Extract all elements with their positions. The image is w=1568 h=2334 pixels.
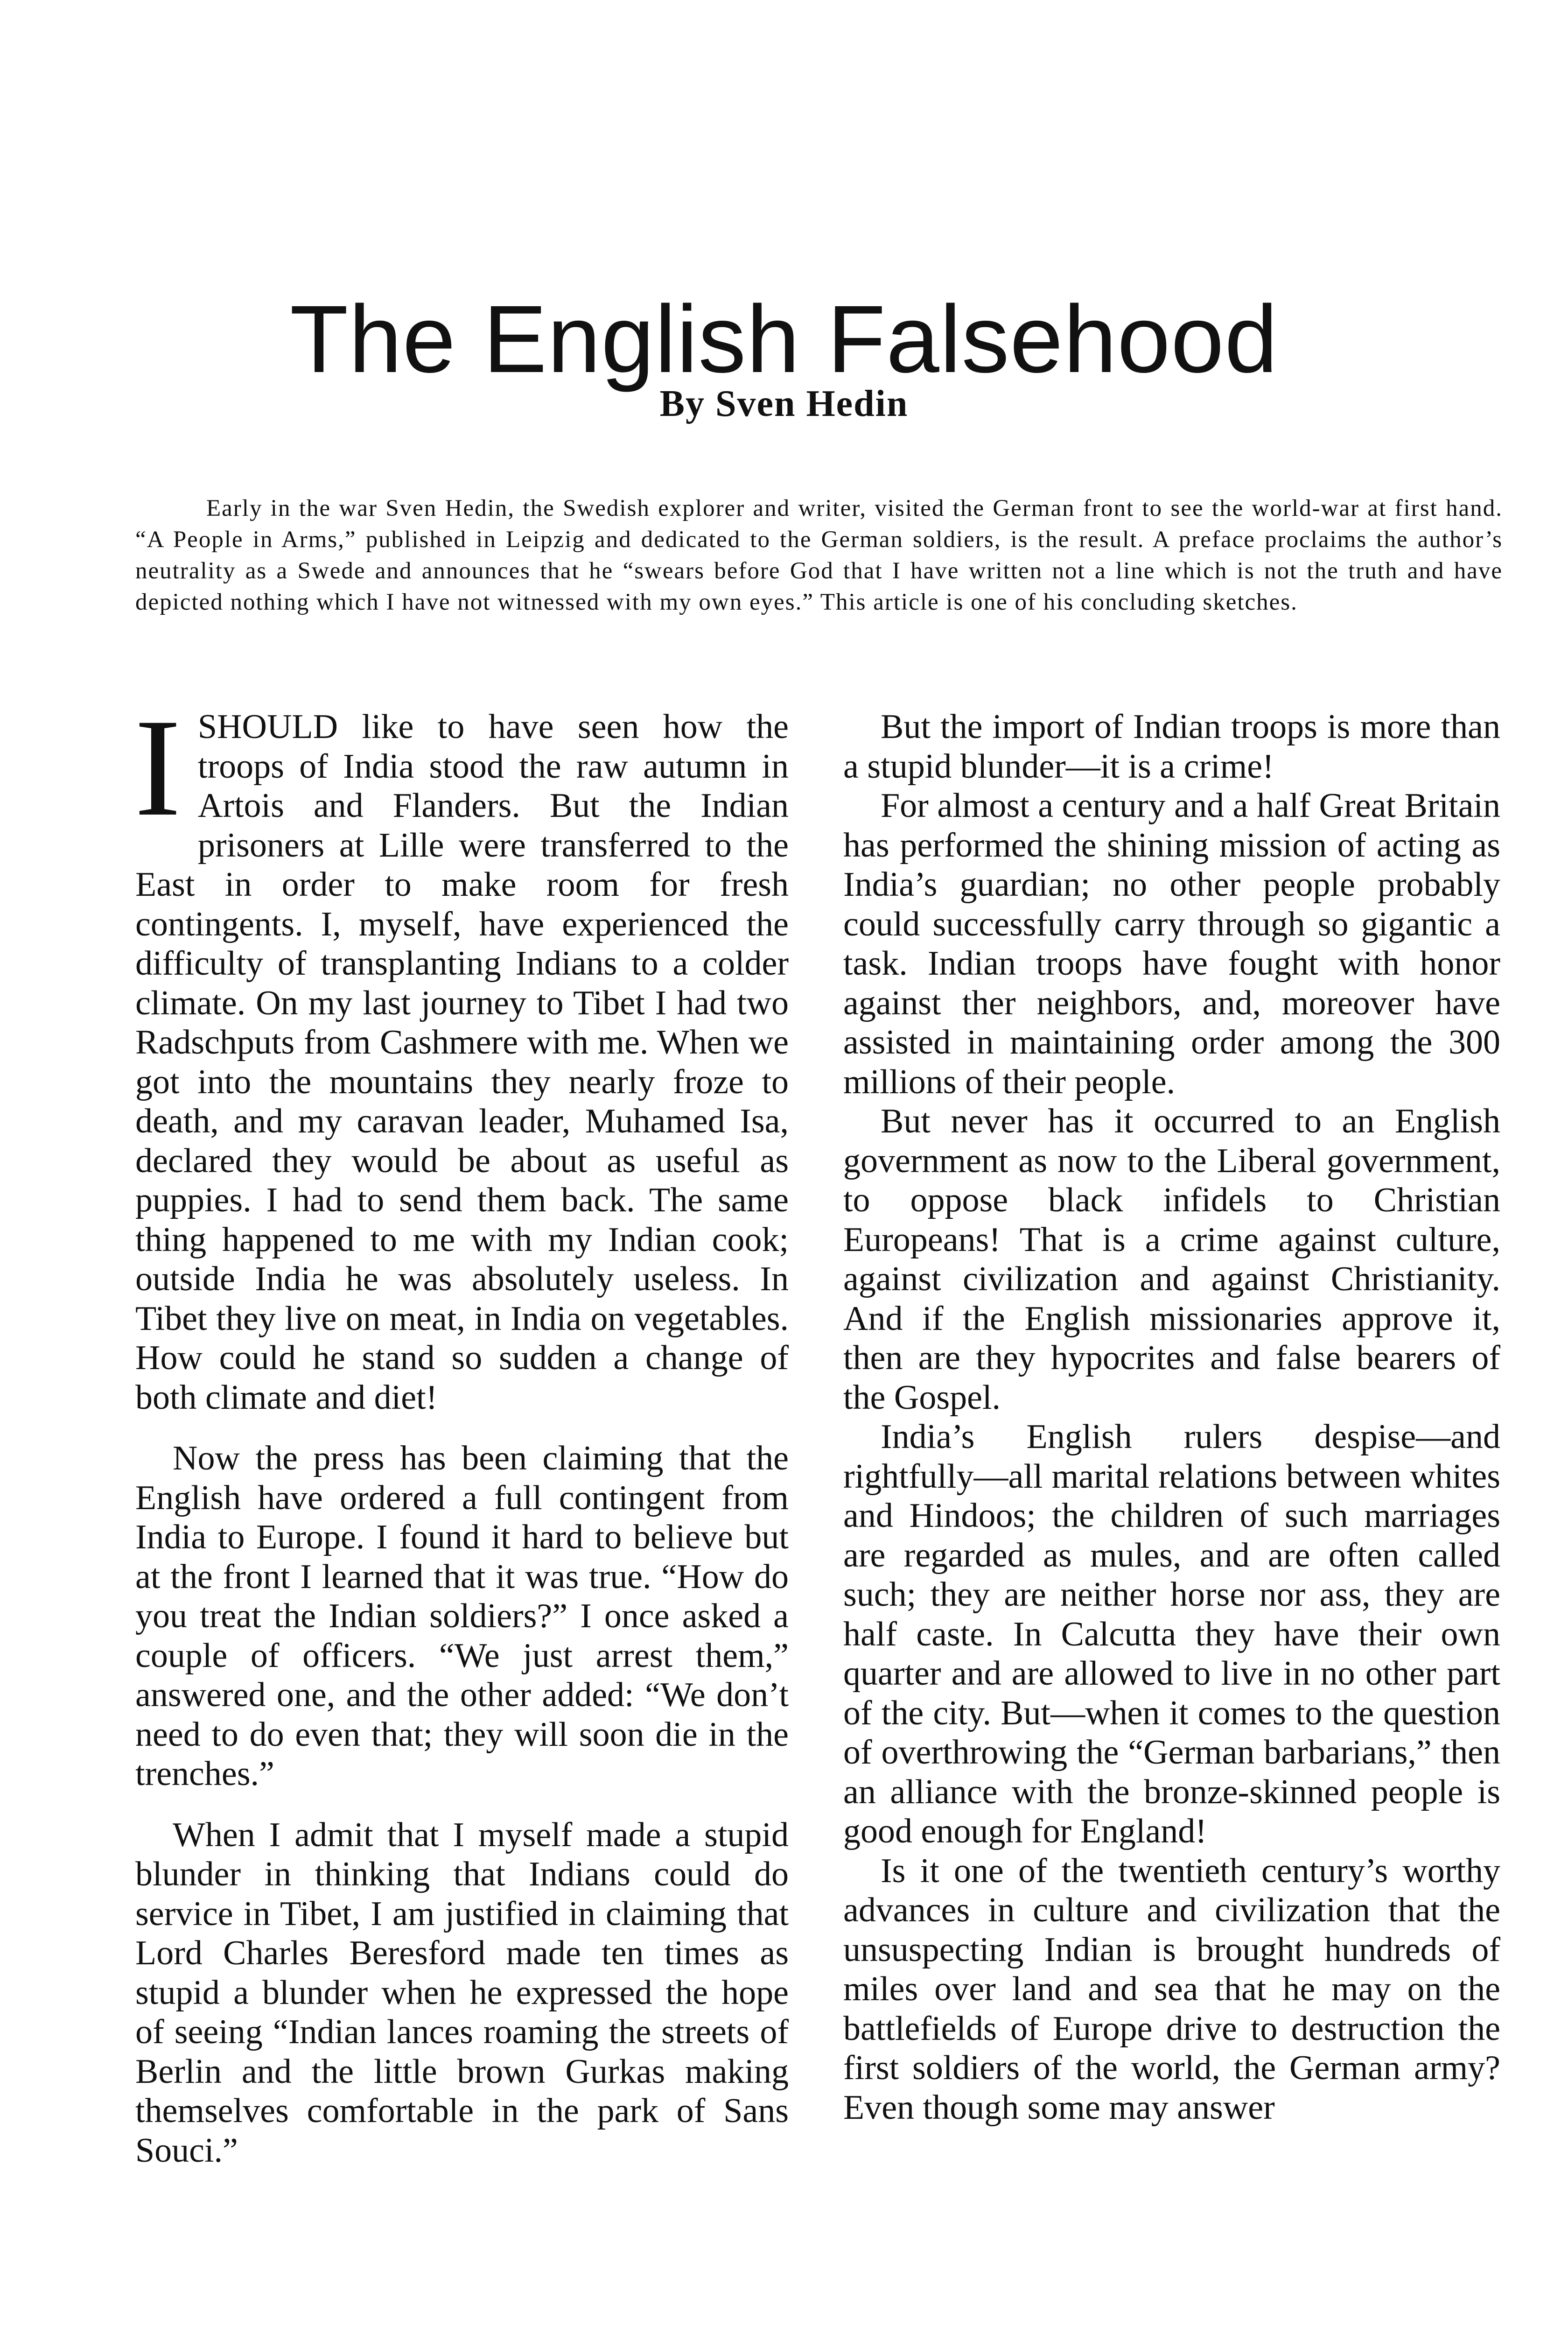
right-paragraph-1: But the import of Indian troops is more than a stupid blunder—it is a crime! xyxy=(843,708,1500,786)
article-title: The English Falsehood xyxy=(290,286,1278,393)
drop-cap: I xyxy=(134,690,181,845)
right-paragraph-5: Is it one of the twentieth century’s worthy advances in culture and civilization that the unsuspecting Indian is brought hundreds of miles over land and sea that he may on the battlefields of Europe drive to destruction the first soldiers of the world, the German army? Even though some may answer xyxy=(843,1851,1500,2127)
left-paragraph-1 xyxy=(134,690,789,1417)
right-paragraph-2: For almost a century and a half Great Britain has performed the shining mission of acting as India’s guardian; no other people probably could successfully carry through so gigantic a task. Indian troops have fought with honor against ther neighbors, and, moreover have assisted in maintaining order among the 300 millions of their people. xyxy=(843,787,1500,1101)
right-paragraph-3: But never has it occurred to an English government as now to the Liberal government, to oppose black infidels to Christian Europeans! That is a crime against culture, against civilization and against Christianity. And if the English missionaries approve it, then are they hypocrites and false bearers of the Gospel. xyxy=(843,1102,1500,1417)
article-byline: By Sven Hedin xyxy=(659,383,909,424)
left-paragraph-3: When I admit that I myself made a stupid blunder in thinking that Indians could do service in Tibet, I am justified in claiming that Lord Charles Beresford made ten times as stupid a blunder when he expressed the hope of seeing “Indian lances roaming the streets of Berlin and the little brown Gurkas making themselves comfortable in the park of Sans Souci.” xyxy=(135,1815,789,2170)
article-intro: Early in the war Sven Hedin, the Swedish explorer and writer, visited the German front to see the world-war at first hand. “A People in Arms,” published in Leipzig and dedicated to the German soldiers, is the result. A preface proclaims the author’s neutrality as a Swede and announces that he “swears before God that I have written not a line which is not the truth and have depicted nothing which I have not witnessed with my own eyes.” This article is one of his concluding sketches. xyxy=(135,495,1503,615)
right-column xyxy=(843,707,1500,2127)
left-paragraph-1-text: SHOULD like to have seen how the troops of India stood the raw autumn in Artois and Flanders. But the Indian prisoners at Lille were transferred to the East in order to make room for fresh contingents. I, myself, have experienced the difficulty of transplanting Indians to a colder climate. On my last journey to Tibet I had two Radschputs from Cashmere with me. When we got into the mountains they nearly froze to death, and my caravan leader, Muhamed Isa, declared they would be about as useful as puppies. I had to send them back. The same thing happened to me with my Indian cook; outside India he was absolutely useless. In Tibet they live on meat, in India on vegetables. How could he stand so sudden a change of both climate and diet! xyxy=(135,708,789,1417)
left-column xyxy=(134,690,789,2170)
left-paragraph-2: Now the press has been claiming that the English have ordered a full contingent from India to Europe. I found it hard to believe but at the front I learned that it was true. “How do you treat the Indian soldiers?” I once asked a couple of officers. “We just arrest them,” answered one, and the other added: “We don’t need to do even that; they will soon die in the trenches.” xyxy=(135,1439,789,1793)
right-paragraph-4: India’s English rulers despise—and rightfully—all marital relations between whites and Hindoos; the children of such marriages are regarded as mules, and are often called such; they are neither horse nor ass, they are half caste. In Calcutta they have their own quarter and are allowed to live in no other part of the city. But—when it comes to the question of overthrowing the “German barbarians,” then an alliance with the bronze-skinned people is good enough for England! xyxy=(843,1418,1500,1850)
